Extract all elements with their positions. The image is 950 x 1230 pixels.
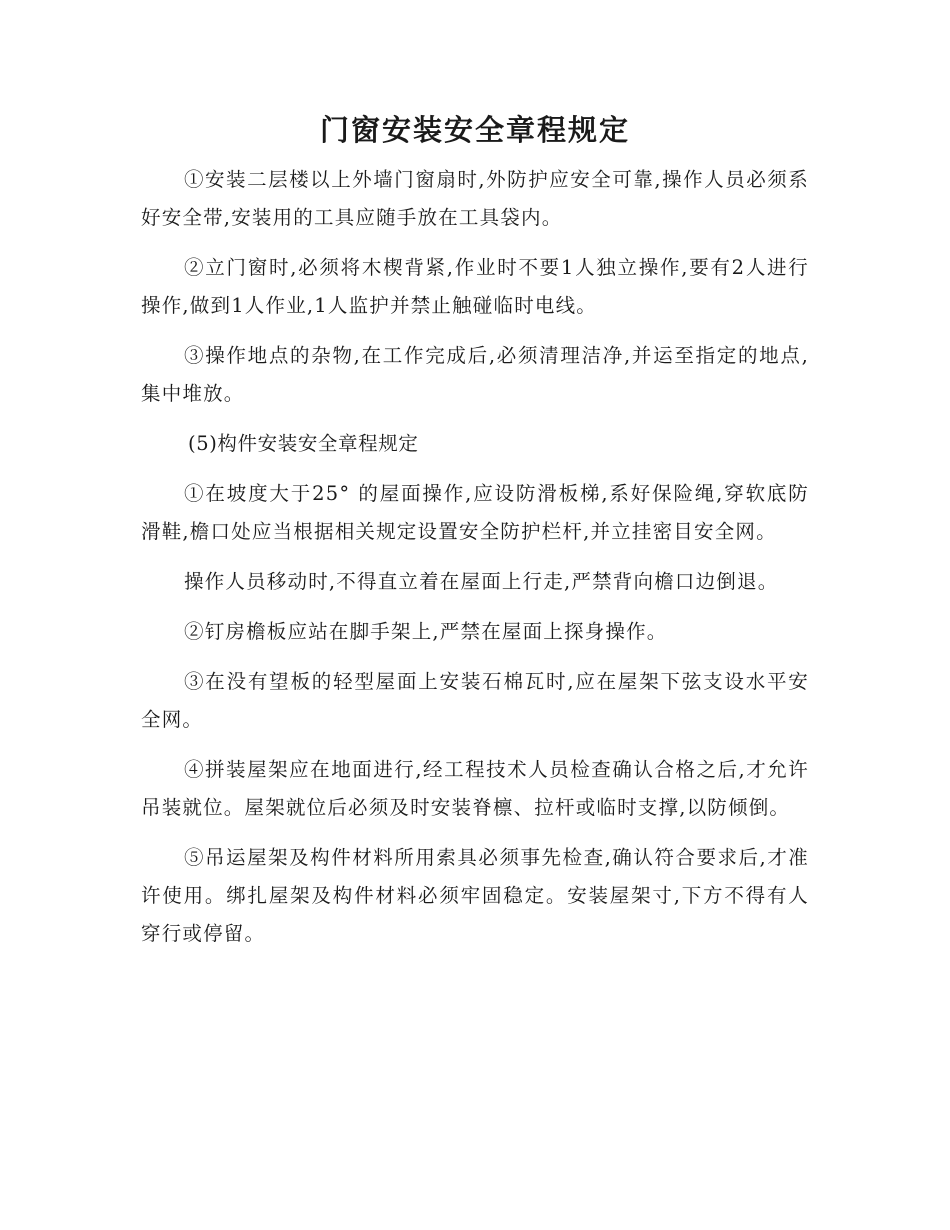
paragraph-component-1-note: 操作人员移动时,不得直立着在屋面上行走,严禁背向檐口边倒退。 [184, 570, 779, 593]
section-heading-component-install: (5)构件安装安全章程规定 [188, 432, 419, 455]
paragraph-component-1: ①在坡度大于25° 的屋面操作,应设防滑板梯,系好保险绳,穿软底防滑鞋,檐口处应当根据相关规定设置安全防护栏杆,并立挂密目安全网。 [141, 482, 809, 543]
paragraph-component-3: ③在没有望板的轻型屋面上安装石棉瓦时,应在屋架下弦支设水平安全网。 [141, 670, 809, 731]
paragraph-component-2: ②钉房檐板应站在脚手架上,严禁在屋面上探身操作。 [184, 620, 668, 643]
document-title: 门窗安装安全章程规定 [319, 113, 630, 147]
paragraph-door-window-2: ②立门窗时,必须将木楔背紧,作业时不要1人独立操作,要有2人进行操作,做到1人作业,1人监护并禁止触碰临时电线。 [141, 256, 809, 317]
paragraph-door-window-1: ①安装二层楼以上外墙门窗扇时,外防护应安全可靠,操作人员必须系好安全带,安装用的工具应随手放在工具袋内。 [141, 168, 809, 229]
document-body [141, 161, 809, 965]
paragraph-component-4: ④拼装屋架应在地面进行,经工程技术人员检查确认合格之后,才允许吊装就位。屋架就位后必须及时安装脊檩、拉杆或临时支撑,以防倾倒。 [141, 758, 809, 819]
paragraph-component-5: ⑤吊运屋架及构件材料所用索具必须事先检查,确认符合要求后,才准许使用。绑扎屋架及构件材料必须牢固稳定。安装屋架寸,下方不得有人穿行或停留。 [141, 846, 809, 945]
paragraph-door-window-3: ③操作地点的杂物,在工作完成后,必须清理洁净,并运至指定的地点,集中堆放。 [141, 344, 809, 405]
